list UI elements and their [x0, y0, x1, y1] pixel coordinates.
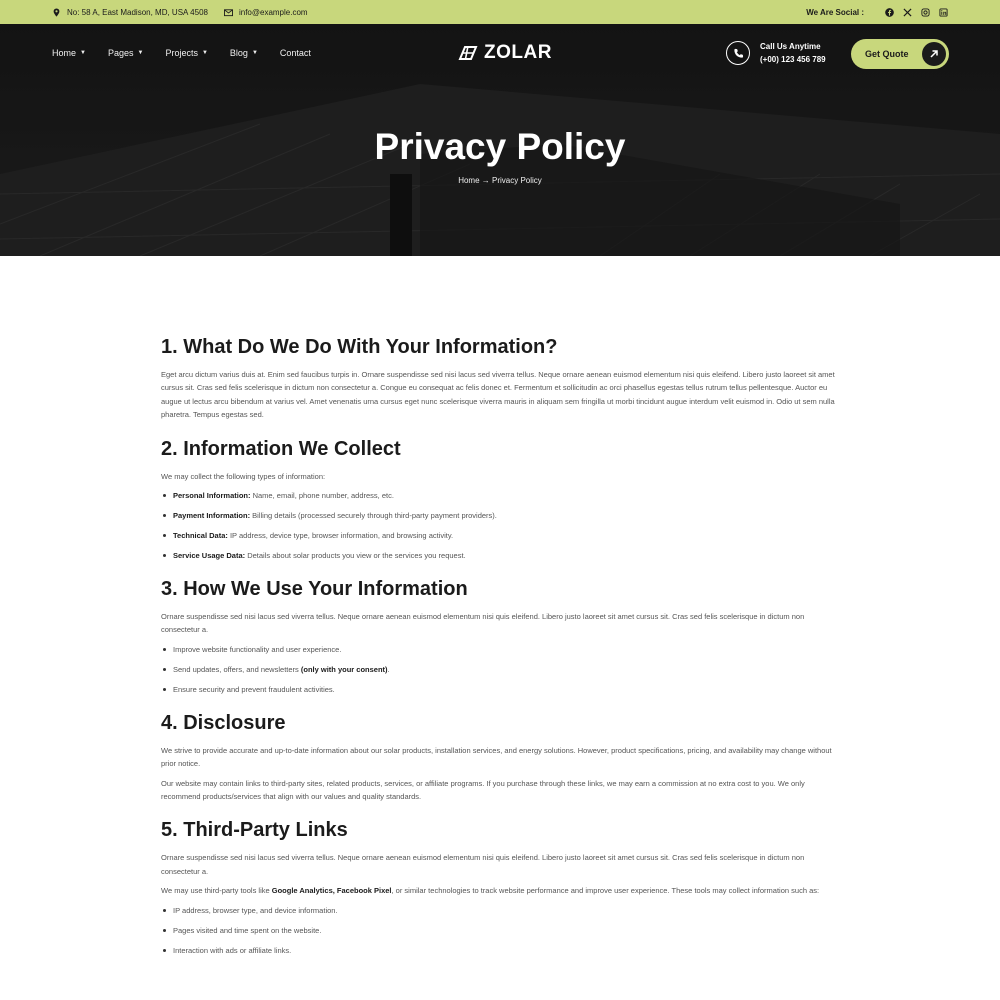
chevron-down-icon: ▼ — [251, 50, 258, 56]
call-us[interactable] — [726, 40, 826, 66]
paragraph: Ornare suspendisse sed nisi lacus sed viverra tellus. Neque ornare aenean euismod elementum nisi quis eleifend. Libero justo laoreet sit amet cursus sit. Cras sed felis scelerisque in dictum non consectetur a. — [161, 612, 805, 635]
list-item-text: IP address, device type, browser information, and browsing activity. — [227, 531, 454, 541]
section-third-party-links — [161, 817, 841, 956]
paragraph: Our website may contain links to third-party sites, related products, services, or affiliate programs. If you purchase through these links, we may earn a commission at no extra cost to you. We only recommend products/services that align with our values and quality standards. — [161, 778, 805, 802]
list-item-text: Ensure security and prevent fraudulent activities. — [173, 684, 335, 694]
nav-label: Projects — [165, 48, 198, 58]
location-icon — [52, 8, 61, 17]
email-item[interactable] — [224, 8, 308, 17]
section-heading: 5. Third-Party Links — [161, 819, 348, 842]
section-information-collect — [161, 436, 841, 562]
list-item — [161, 549, 841, 562]
list-item — [161, 529, 841, 542]
section-heading: 1. What Do We Do With Your Information? — [161, 336, 558, 358]
list-item-text: Improve website functionality and user experience. — [173, 644, 342, 654]
list-item-text: IP address, browser type, and device information. — [173, 905, 338, 915]
list-item — [161, 509, 841, 522]
list-item-text: Send updates, offers, and newsletters — [173, 664, 301, 674]
paragraph: Ornare suspendisse sed nisi lacus sed viverra tellus. Neque ornare aenean euismod elementum nisi quis eleifend. Libero justo laoreet sit amet cursus sit. Cras sed felis scelerisque in dictum non consectetur a. — [161, 853, 805, 876]
nav-label: Home — [52, 48, 77, 58]
paragraph — [161, 884, 841, 897]
paragraph-text: We may use third-party tools like — [161, 886, 272, 896]
main-nav — [52, 48, 311, 58]
bullet-list — [161, 904, 841, 957]
get-quote-label: Get Quote — [865, 49, 909, 59]
hero-banner — [0, 24, 1000, 256]
list-item-text: Billing details (processed securely through third-party payment providers). — [250, 511, 497, 521]
breadcrumb[interactable]: Home → Privacy Policy — [458, 176, 542, 185]
section-disclosure — [161, 710, 841, 804]
list-item — [161, 489, 841, 502]
list-item-text: Details about solar products you view or the services you request. — [245, 551, 466, 561]
linkedin-icon[interactable] — [938, 7, 948, 17]
bullet-list — [161, 489, 841, 562]
site-logo[interactable] — [458, 42, 552, 64]
top-info-bar — [0, 0, 1000, 24]
list-item — [161, 683, 841, 696]
nav-label: Pages — [107, 48, 134, 58]
list-item-label: Technical Data: — [173, 531, 228, 541]
paragraph: We strive to provide accurate and up-to-date information about our solar products, installation services, and energy solutions. However, product specifications, pricing, and availability may change without prior notice. — [161, 745, 832, 769]
list-item — [161, 924, 841, 937]
paragraph: Eget arcu dictum varius duis at. Enim sed faucibus turpis in. Ornare suspendisse sed nisi lacus sed viverra tellus. Neque ornare aenean euismod elementum nisi quis eleifend. Libero justo laoreet sit amet cursus sit. Cras sed felis scelerisque in dictum non consectetur a. Congue eu consequat ac felis donec et. Fermentum et sollicitudin ac orci phasellus egestas tellus rutrum tellus pellentesque. Auctor eu augue ut lectus arcu bibendum at varius vel. Amet venenatis urna cursus eget nunc scelerisque viverra mauris in aliquam sem fringilla ut morbi tincidunt augue interdum velit euismod in. Odio ut sem nulla pharetra. Tempus egestas sed. — [161, 370, 835, 420]
get-quote-button[interactable] — [851, 39, 949, 69]
list-item — [161, 904, 841, 917]
call-label: Call Us Anytime — [760, 42, 821, 51]
address-text: No: 58 A, East Madison, MD, USA 4508 — [67, 7, 208, 17]
social-label: We Are Social : — [806, 7, 864, 17]
section-what-we-do — [161, 334, 841, 422]
list-item-label: Service Usage Data: — [173, 551, 246, 561]
list-item-text: Pages visited and time spent on the website. — [173, 925, 322, 935]
x-icon[interactable] — [902, 7, 912, 17]
call-number: (+00) 123 456 789 — [760, 55, 826, 64]
list-item — [161, 663, 841, 676]
list-item — [161, 643, 841, 656]
page-title: Privacy Policy — [374, 126, 626, 167]
sun-panel-logo-icon — [458, 45, 478, 61]
paragraph-text: , or similar technologies to track website performance and improve user experience. These tools may collect information such as: — [391, 886, 820, 896]
nav-item-home[interactable] — [52, 48, 86, 58]
chevron-down-icon: ▼ — [80, 50, 86, 56]
instagram-icon[interactable] — [920, 7, 930, 17]
paragraph-emphasis: Google Analytics, Facebook Pixel — [271, 886, 392, 896]
address-item — [52, 8, 208, 17]
mail-icon — [224, 8, 233, 17]
section-how-we-use — [161, 576, 841, 696]
email-link[interactable]: info@example.com — [238, 7, 308, 17]
policy-content — [161, 334, 841, 971]
facebook-icon[interactable] — [884, 7, 894, 17]
list-item-label: Payment Information: — [173, 511, 251, 521]
logo-text: ZOLAR — [484, 42, 552, 63]
chevron-down-icon: ▼ — [137, 50, 144, 56]
nav-item-projects[interactable] — [165, 48, 207, 58]
nav-label: Contact — [279, 48, 311, 58]
list-item — [161, 944, 841, 957]
list-item-text: Interaction with ads or affiliate links. — [173, 945, 292, 955]
paragraph: We may collect the following types of information: — [161, 471, 326, 481]
nav-label: Blog — [229, 48, 248, 58]
bullet-list — [161, 643, 841, 696]
nav-item-pages[interactable] — [108, 48, 143, 58]
section-heading: 3. How We Use Your Information — [161, 578, 468, 601]
arrow-up-right-icon — [922, 42, 946, 66]
phone-icon — [726, 41, 750, 65]
section-heading: 4. Disclosure — [161, 711, 286, 734]
nav-item-contact[interactable] — [280, 48, 311, 58]
list-item-label: Personal Information: — [173, 491, 251, 501]
chevron-down-icon: ▼ — [201, 50, 208, 56]
section-heading: 2. Information We Collect — [161, 437, 401, 460]
nav-item-blog[interactable] — [230, 48, 258, 58]
list-item-emphasis: (only with your consent) — [300, 664, 388, 674]
list-item-text: Name, email, phone number, address, etc. — [250, 491, 394, 501]
list-item-text: . — [387, 664, 390, 674]
